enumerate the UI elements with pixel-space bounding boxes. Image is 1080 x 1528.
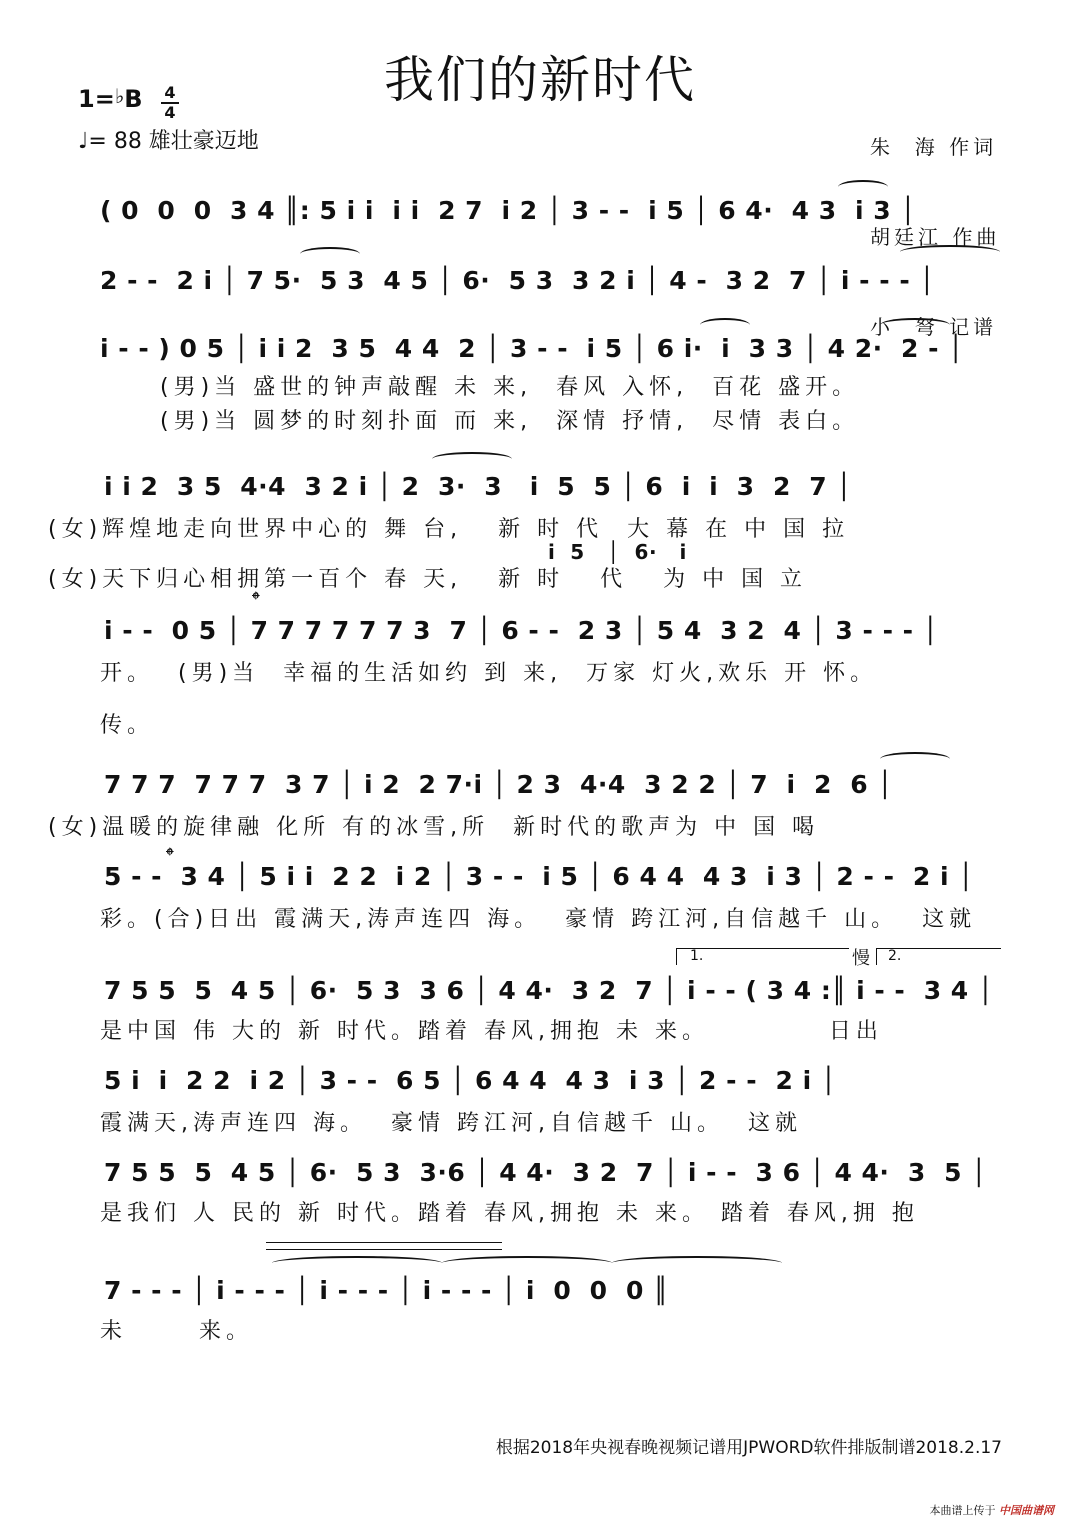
composer-credit: 胡廷江 作曲 (870, 225, 1001, 249)
score-line-10: 7 5 5 5 4 5 │ 6· 5 3 3·6 │ 4 4· 3 2 7 │ i - - 3 6 │ 4 4· 3 5 │ (104, 1158, 987, 1187)
score-line-5: i - - 0 5 │ 7 7 7 7 7 7 3 7 │ 6 - - 2 3 │ 5 4 3 2 4 │ 3 - - - │ (104, 616, 939, 645)
lyrics-line-4-verse-2: (女)天下归心相拥第一百个 春 天, 新 时 代 为 中 国 立 (48, 567, 808, 592)
score-line-4: i i 2 3 5 4·4 3 2 i │ 2 3· 3 i 5 5 │ 6 i i 3 2 7 │ (104, 472, 852, 501)
tie (700, 318, 750, 332)
upload-credit (930, 1502, 1055, 1518)
lyrics-line-3-verse-2: (男)当 圆梦的时刻扑面 而 来, 深情 抒情, 尽情 表白。 (160, 409, 860, 434)
key-label: 1= (78, 85, 115, 113)
tie (880, 752, 950, 766)
tie (838, 180, 888, 194)
score-line-6: 7 7 7 7 7 7 3 7 │ i 2 2 7·i │ 2 3 4·4 3 2 2 │ 7 i 2 6 │ (104, 770, 893, 799)
score-line-2: 2 - - 2 i │ 7 5· 5 3 4 5 │ 6· 5 3 3 2 i │ 4 - 3 2 7 │ i - - - │ (100, 266, 935, 295)
volta-2-label: 2. (888, 948, 902, 964)
score-line-1: ( 0 0 0 3 4 ║: 5 i i i i 2 7 i 2 │ 3 - - i 5 │ 6 4· 4 3 i 3 │ (100, 196, 916, 225)
tie (272, 1256, 442, 1270)
score-line-11: 7 - - - │ i - - - │ i - - - │ i - - - │ i 0 0 0 ║ (104, 1276, 669, 1305)
song-title: 我们的新时代 (384, 51, 696, 109)
score-line-8: 7 5 5 5 4 5 │ 6· 5 3 3 6 │ 4 4· 3 2 7 │ i - - ( 3 4 :║ i - - 3 4 │ (104, 976, 994, 1005)
lyrics-line-3-verse-1: (男)当 盛世的钟声敲醒 未 来, 春风 入怀, 百花 盛开。 (160, 375, 860, 400)
tie (442, 1256, 612, 1270)
lyrics-line-7: 彩。(合)日出 霞满天,涛声连四 海。 豪情 跨江河,自信越千 山。 这就 (100, 907, 977, 932)
time-signature (158, 84, 182, 122)
crescendo-mark (266, 1242, 502, 1250)
lyrics-line-6: (女)温暖的旋律融 化所 有的冰雪,所 新时代的歌声为 中 国 喝 (48, 815, 820, 840)
lyrics-line-8: 是中国 伟 大的 新 时代。踏着 春风,拥抱 未 来。 日出 (100, 1019, 883, 1044)
tie (432, 452, 512, 466)
quarter-note-icon: ♩ (78, 129, 89, 154)
score-line-7: 5 - - 3 4 │ 5 i i 2 2 i 2 │ 3 - - i 5 │ 6 4 4 4 3 i 3 │ 2 - - 2 i │ (104, 862, 974, 891)
tie (612, 1256, 782, 1270)
upload-label: 本曲谱上传于 (929, 1504, 996, 1517)
score-line-9: 5 i i 2 2 i 2 │ 3 - - 6 5 │ 6 4 4 4 3 i 3 │ 2 - - 2 i │ (104, 1066, 837, 1095)
alt-notes: i 5 │ 6· i (548, 540, 687, 564)
lyrics-line-10: 是我们 人 民的 新 时代。踏着 春风,拥抱 未 来。 踏着 春风,拥 抱 (100, 1201, 919, 1226)
transcriber-credit: 小 弩 记谱 (870, 315, 998, 339)
slow-marking: 慢 (852, 948, 870, 969)
key-signature (78, 84, 143, 113)
tempo-text: = 88 雄壮豪迈地 (88, 129, 259, 154)
source-note: 根据2018年央视春晚视频记谱用JPWORD软件排版制谱2018.2.17 (495, 1438, 1002, 1458)
lyrics-line-11: 未 来。 (100, 1319, 253, 1344)
lyrics-line-5-verse-2: 传。 (100, 713, 155, 738)
lyricist-credit: 朱 海 作词 (870, 135, 998, 159)
tie (900, 245, 1000, 259)
key-note: B (124, 85, 143, 113)
time-bottom: 4 (164, 103, 176, 122)
flat-sign: ♭ (114, 84, 125, 108)
tempo-marking (78, 124, 259, 155)
lyrics-line-4-verse-1: (女)辉煌地走向世界中心的 舞 台, 新 时 代 大 幕 在 中 国 拉 (48, 517, 850, 542)
coda-sign-icon: 𝄌 (166, 844, 174, 869)
tie (300, 247, 360, 261)
site-logo: 中国曲谱网 (999, 1504, 1054, 1517)
time-top: 4 (164, 83, 176, 102)
lyrics-line-5-verse-1: 开。 (男)当 幸福的生活如约 到 来, 万家 灯火,欢乐 开 怀。 (100, 661, 878, 686)
score-line-3: i - - ) 0 5 │ i i 2 3 5 4 4 2 │ 3 - - i 5 │ 6 i· i 3 3 │ 4 2· 2 - │ (100, 334, 964, 363)
tie (880, 318, 950, 332)
lyrics-line-9: 霞满天,涛声连四 海。 豪情 跨江河,自信越千 山。 这就 (100, 1111, 802, 1136)
volta-1-label: 1. (690, 948, 704, 964)
coda-sign-icon: 𝄌 (252, 588, 260, 613)
